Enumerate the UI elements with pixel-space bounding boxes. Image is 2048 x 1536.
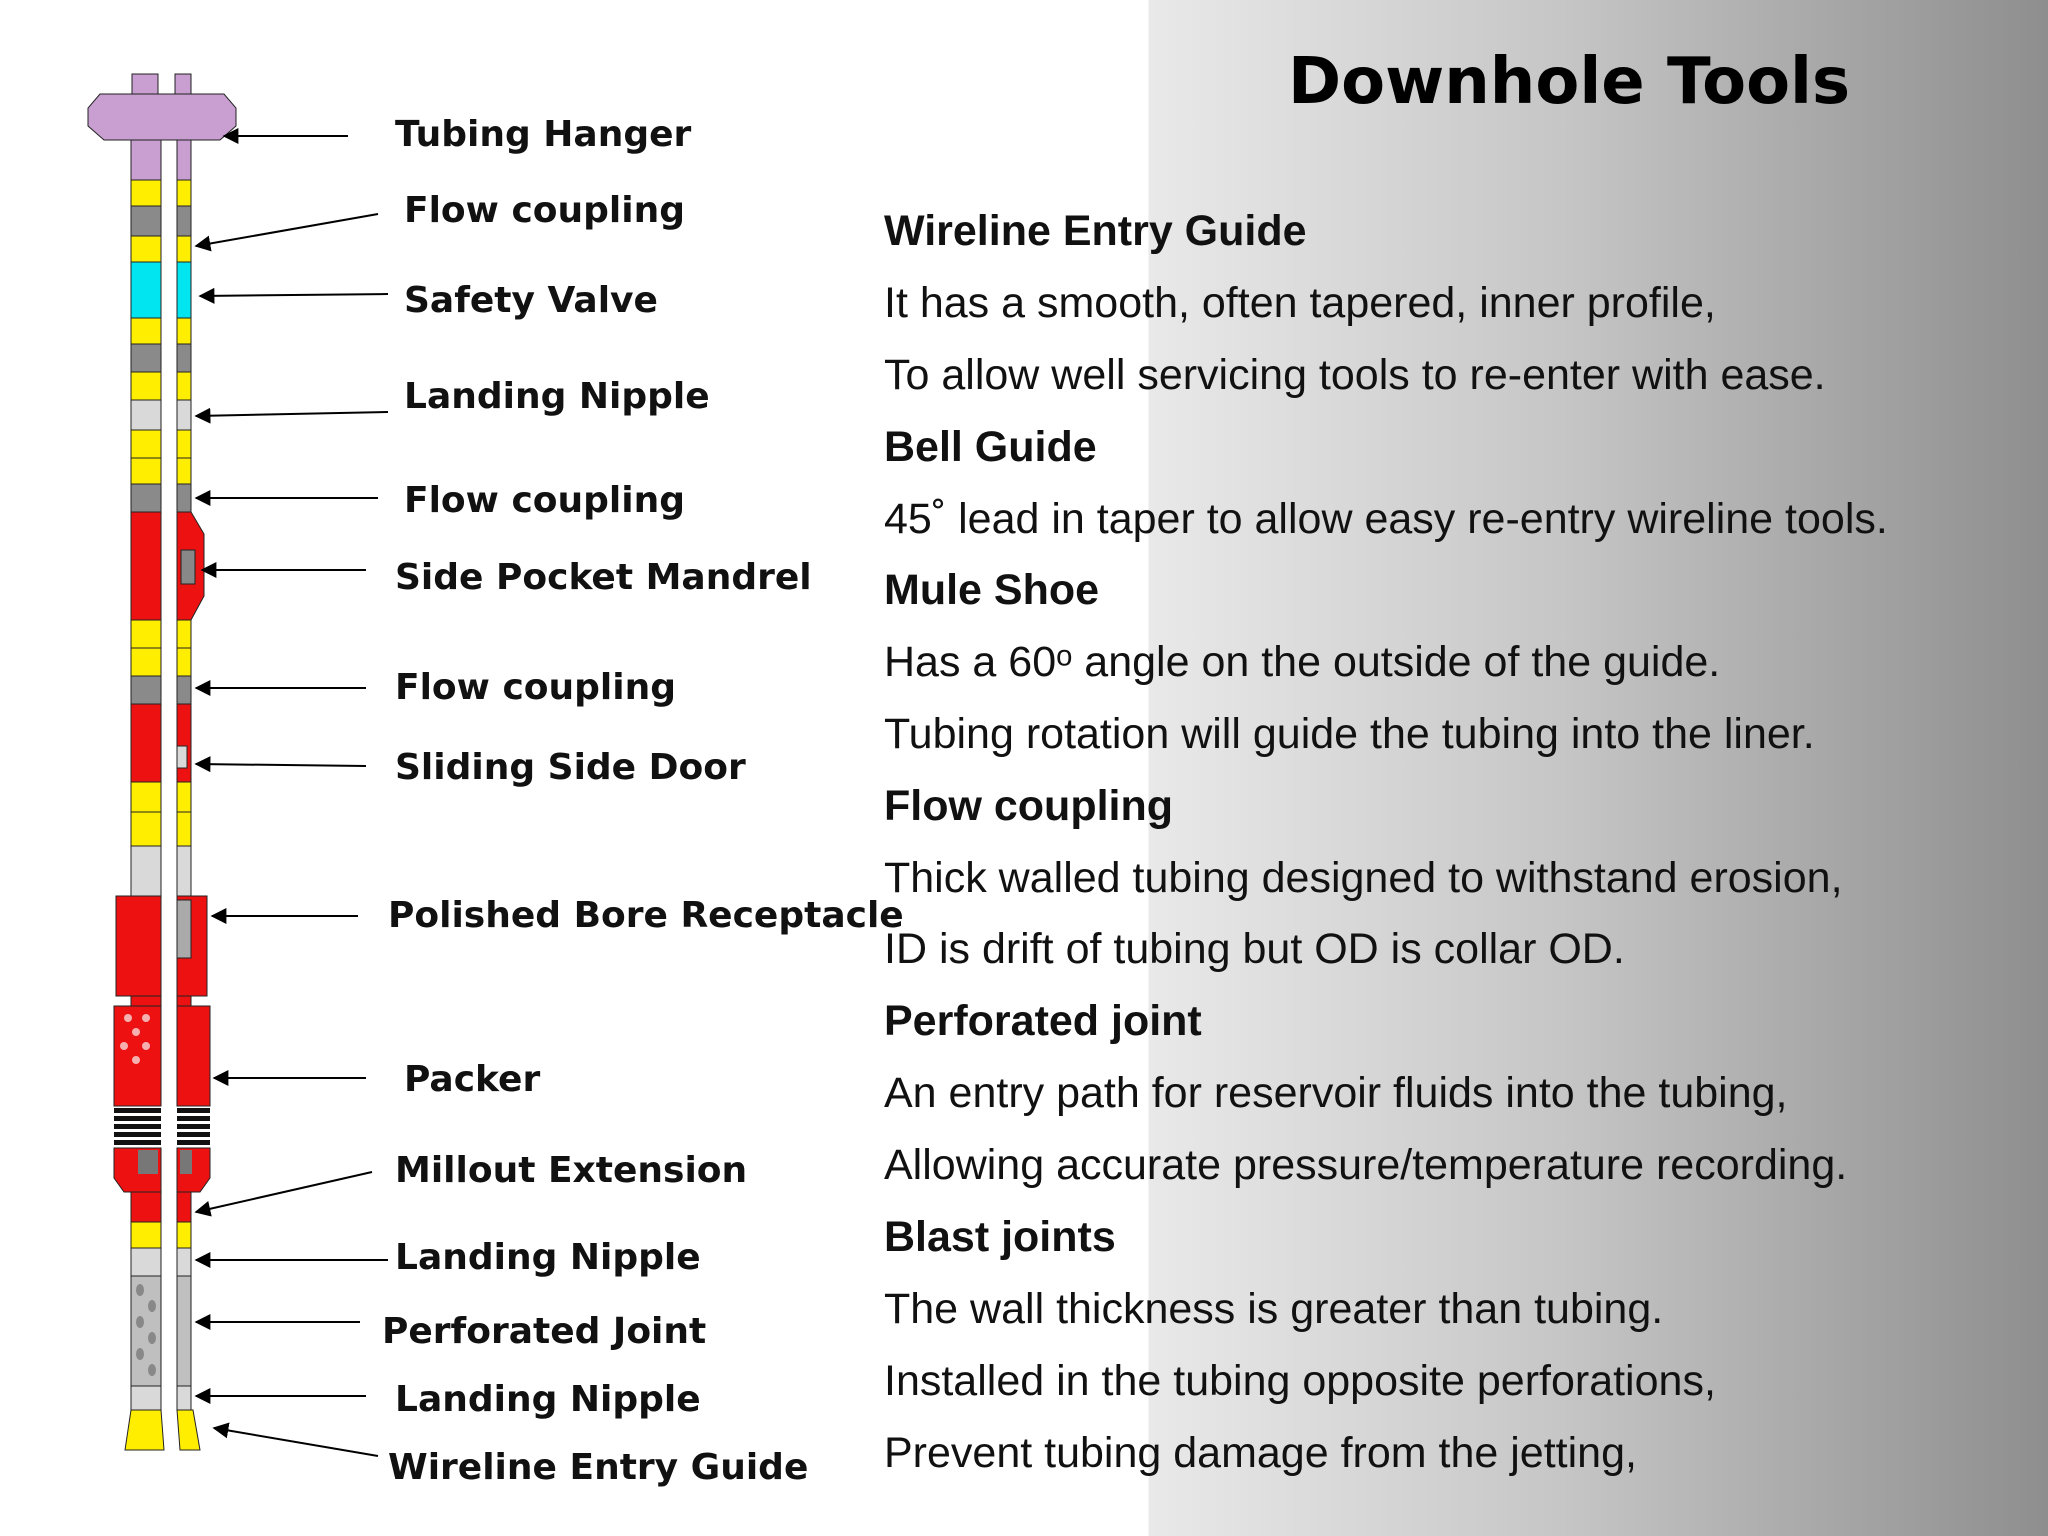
heading-flow-coupling: Flow coupling [884, 782, 1174, 830]
landing-nipple-2-right [177, 1248, 191, 1276]
slip-right [180, 1150, 192, 1174]
hanger-body [88, 94, 236, 140]
heading-mule-shoe: Mule Shoe [884, 566, 1100, 614]
label-arrow-2 [200, 294, 388, 296]
packer-element-left-4 [114, 1140, 161, 1145]
perforated-joint-left [131, 1276, 161, 1386]
landing-nipple-1-right [177, 400, 191, 430]
label-landing-nipple-2: Landing Nipple [395, 1237, 701, 1278]
slide-title: Downhole Tools [1288, 45, 1851, 119]
coupling-10-left [131, 1222, 161, 1248]
flow-coupling-3-left [131, 676, 161, 704]
perforation-0 [136, 1284, 144, 1296]
landing-nipple-2-left [131, 1248, 161, 1276]
coupling-2-right [177, 318, 191, 344]
landing-nipple-1-left [131, 400, 161, 430]
coupling-6-right [177, 620, 191, 648]
safety-valve-right [177, 262, 191, 318]
text-bell-guide-1: 45˚ lead in taper to allow easy re-entry wireline tools. [884, 495, 1888, 543]
perforation-3 [148, 1332, 156, 1344]
coupling-3-right [177, 372, 191, 400]
label-side-pocket-mandrel: Side Pocket Mandrel [395, 557, 812, 598]
label-packer: Packer [404, 1059, 541, 1100]
packer-element-left-0 [114, 1108, 161, 1113]
label-landing-nipple-1: Landing Nipple [404, 376, 710, 417]
sliding-side-door-left [131, 704, 161, 782]
sliding-sleeve [177, 746, 187, 768]
gas-lift-valve [181, 550, 195, 584]
packer-element-left-2 [114, 1124, 161, 1129]
label-tubing-hanger: Tubing Hanger [395, 114, 692, 155]
packer-element-right-1 [177, 1116, 210, 1121]
text-wireline-entry-guide-2: To allow well servicing tools to re-enter with ease. [884, 351, 1826, 399]
coupling-1b-left [131, 236, 161, 262]
text-blast-joints-1: The wall thickness is greater than tubing. [884, 1285, 1664, 1333]
label-perforated-joint: Perforated Joint [382, 1311, 707, 1352]
joint-2-left [131, 344, 161, 372]
wireline-entry-guide-left [125, 1410, 164, 1450]
coupling-1b-right [177, 236, 191, 262]
joint-2-right [177, 344, 191, 372]
coupling-4-right [177, 430, 191, 458]
coupling-8-left [131, 782, 161, 812]
text-blast-joints-3: Prevent tubing damage from the jetting, [884, 1429, 1637, 1477]
text-blast-joints-2: Installed in the tubing opposite perforations, [884, 1357, 1716, 1405]
coupling-9-right [177, 812, 191, 846]
packer-port-4 [142, 1042, 150, 1050]
label-wireline-entry-guide: Wireline Entry Guide [388, 1447, 809, 1488]
hanger-neck-left [131, 140, 161, 180]
text-wireline-entry-guide-1: It has a smooth, often tapered, inner profile, [884, 279, 1716, 327]
slip-left [138, 1150, 158, 1174]
sliding-side-door-right [177, 704, 191, 782]
packer-element-right-3 [177, 1132, 210, 1137]
packer-port-5 [132, 1056, 140, 1064]
flow-coupling-2-right [177, 484, 191, 512]
wireline-entry-guide-right [177, 1410, 200, 1450]
label-arrow-7 [196, 764, 366, 766]
heading-blast-joints: Blast joints [884, 1213, 1116, 1261]
heading-wireline-entry-guide: Wireline Entry Guide [884, 207, 1307, 255]
packer-element-right-0 [177, 1108, 210, 1113]
packer-port-2 [132, 1028, 140, 1036]
coupling-4-left [131, 430, 161, 458]
text-mule-shoe-2: Tubing rotation will guide the tubing into the liner. [884, 710, 1815, 758]
millout-extension-right [177, 1192, 191, 1222]
coupling-2-left [131, 318, 161, 344]
heading-perforated-joint: Perforated joint [884, 997, 1202, 1045]
label-flow-coupling-1: Flow coupling [404, 190, 686, 231]
coupling-5-right [177, 458, 191, 484]
flow-coupling-3-right [177, 676, 191, 704]
packer-port-3 [120, 1042, 128, 1050]
packer-port-0 [124, 1014, 132, 1022]
millout-extension-left [131, 1192, 161, 1222]
spacer-joint-right [177, 846, 191, 896]
text-perforated-joint-1: An entry path for reservoir fluids into the tubing, [884, 1069, 1788, 1117]
side-pocket-mandrel-left [131, 512, 161, 620]
text-mule-shoe-1: Has a 60ᵒ angle on the outside of the guide. [884, 638, 1721, 686]
coupling-3-left [131, 372, 161, 400]
label-flow-coupling-3: Flow coupling [395, 667, 677, 708]
hanger-neck-right [177, 140, 191, 180]
perforation-5 [148, 1364, 156, 1376]
perforation-1 [148, 1300, 156, 1312]
packer-element-left-3 [114, 1132, 161, 1137]
text-flow-coupling-2: ID is drift of tubing but OD is collar OD. [884, 925, 1625, 973]
packer-port-1 [142, 1014, 150, 1022]
heading-bell-guide: Bell Guide [884, 423, 1097, 471]
packer-element-left-1 [114, 1116, 161, 1121]
label-arrow-10 [196, 1172, 372, 1212]
hanger-stub-left [132, 74, 158, 96]
pbr-seal-stem [177, 900, 191, 958]
pbr-collar-left [131, 996, 161, 1006]
flow-coupling-1-right [177, 206, 191, 236]
pbr-left [116, 896, 161, 996]
packer-body-left [114, 1006, 161, 1106]
text-flow-coupling-1: Thick walled tubing designed to withstand erosion, [884, 854, 1843, 902]
packer-element-right-4 [177, 1140, 210, 1145]
text-perforated-joint-2: Allowing accurate pressure/temperature recording. [884, 1141, 1848, 1189]
landing-nipple-3-right [177, 1386, 191, 1410]
safety-valve-left [131, 262, 161, 318]
packer-body-right [177, 1006, 210, 1106]
label-arrow-14 [214, 1428, 378, 1456]
coupling-9-left [131, 812, 161, 846]
coupling-5-left [131, 458, 161, 484]
label-arrow-1 [196, 214, 378, 246]
coupling-1a-left [131, 180, 161, 206]
label-landing-nipple-3: Landing Nipple [395, 1379, 701, 1420]
landing-nipple-3-left [131, 1386, 161, 1410]
label-millout-extension: Millout Extension [395, 1150, 748, 1191]
coupling-8-right [177, 782, 191, 812]
coupling-7-left [131, 648, 161, 676]
perforated-joint-right [177, 1276, 191, 1386]
label-safety-valve: Safety Valve [404, 280, 658, 321]
flow-coupling-2-left [131, 484, 161, 512]
label-polished-bore-receptacle: Polished Bore Receptacle [388, 895, 904, 936]
coupling-6-left [131, 620, 161, 648]
coupling-7-right [177, 648, 191, 676]
spacer-joint-left [131, 846, 161, 896]
label-sliding-side-door: Sliding Side Door [395, 747, 746, 788]
perforation-2 [136, 1316, 144, 1328]
hanger-stub-right [175, 74, 191, 96]
packer-element-right-2 [177, 1124, 210, 1129]
label-arrow-3 [196, 412, 388, 416]
flow-coupling-1-left [131, 206, 161, 236]
pbr-collar-right [177, 996, 191, 1006]
coupling-1a-right [177, 180, 191, 206]
coupling-10-right [177, 1222, 191, 1248]
label-flow-coupling-2: Flow coupling [404, 480, 686, 521]
perforation-4 [136, 1348, 144, 1360]
